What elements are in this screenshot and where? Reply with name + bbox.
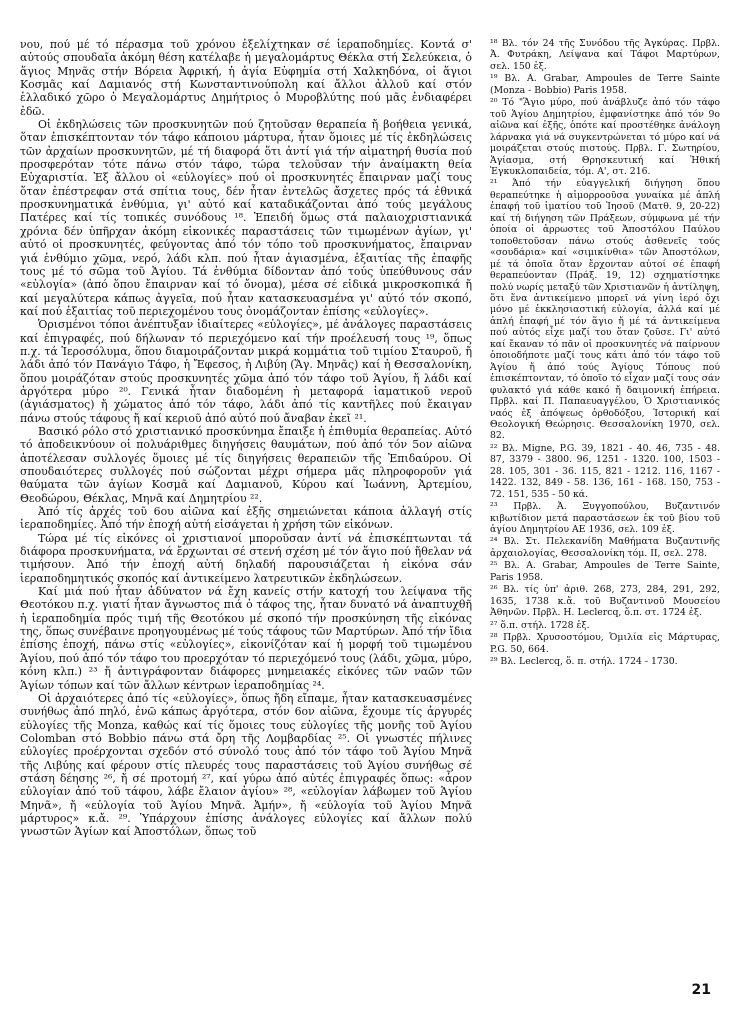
paragraph-3: Ὁρισμένοι τόποι ἀνέπτυξαν ἰδιαίτερες «εὐλογίες», μέ ἀνάλογες παραστάσεις καί ἐπιγραφές, πού δήλωναν τό περιεχόμενο καί τήν προέλευσή τους ¹⁹, ὅπως π.χ. τά Ἱεροσόλυμα, ὅπου διαμοιράζονταν μικρά κομμάτια τοῦ τιμίου Σταυροῦ, ἤ λάδι ἀπό τόν Πανάγιο Τάφο, ἡ Ἔφεσος, ἡ Λιβύη (Ἅγ. Μηνᾶς) καί ἡ Θεσσαλονίκη, ὅπου μοιράζόταν στούς προσκυνητές χῶμα ἀπό τόν τάφο τοῦ Ἁγίου, ἤ λάδι καί ἀργότερα μύρο ²⁰. Γενικά ἦταν διαδομένη ἡ μεταφορά ἰαματικοῦ νεροῦ (ἁγιάσματος) ἤ χώματος ἀπό τόν τάφο, λάδι ἀπό τίς καντῆλες πού ἔκαιγαν πάνω στούς τάφους ἤ καί κεριοῦ ἀπό αὐτό πού ἄναβαν ἐκεῖ ²¹. <box>20 318 472 425</box>
footnote-29: ²⁹ Βλ. Leclercq, ὅ. π. στήλ. 1724 - 1730. <box>490 656 678 668</box>
paragraph-5: Ἀπό τίς ἀρχές τοῦ 6ου αἰῶνα καί ἐξῆς σημειώνεται κάποια ἀλλαγή στίς ἱεραποδημίες. Ἀπό τήν ἐποχή αὐτή εἰσάγεται ἡ χρήση τῶν εἰκόνων. <box>20 505 472 532</box>
footnote-18: ¹⁸ Βλ. τόν 24 τῆς Συνόδου τῆς Ἀγκύρας. Πρβλ. Ἀ. Φυτράκη, Λείψανα καί Τάφοι Μαρτύρων, σελ. 150 ἑξ. <box>490 38 720 72</box>
footnote-22: ²² Βλ. Migne, P.G. 39, 1821 - 40. 46, 735 - 48. 87, 3379 - 3800. 96, 1251 - 1320. 100, 1503 - 28. 105, 301 - 36. 115, 821 - 1212. 116, 1167 - 1422. 132, 849 - 58. 136, 161 - 168. 150, 753 - 72. 151, 535 - 50 κά. <box>490 442 720 500</box>
paragraph-7: Καί μιά πού ἦταν ἀδύνατον νά ἔχη κανείς στήν κατοχή του λείψανα τῆς Θεοτόκου π.χ. γιατί ἦταν ἄγνωστος πιά ὁ τάφος της, ἦταν δυνατό νά ἀναπτυχθῆ ἡ ἱεραποδημία πρός τιμή τῆς Θεοτόκου μέ σκοπό τήν προσκύνηση τῆς εἰκόνας της, ὅπως συνέβαινε προηγουμένως μέ τούς τάφους τῶν Μαρτύρων. Ἀπό τήν ἴδια ἐπίσης ἐποχή, πάνω στίς «εὐλογίες», εἰκονίζόταν καί ἡ μορφή τοῦ τιμωμένου Ἁγίου, πού ἀπό τόν τάφο του προερχόταν τό περιεχόμενό τους (λάδι, χῶμα, μύρο, κόνη κλπ.) ²³ ἤ ἀντιγράφονταν διάφορες μνημειακές εἰκόνες τῶν ναῶν τῶν Ἁγίων τόπων καί τῶν ἄλλων κέντρων ἱεραποδημίας ²⁴. <box>20 585 472 692</box>
footnote-20: ²⁰ Τό "Ἅγιο μύρο, πού ἀνάβλυζε ἀπό τόν τάφο τοῦ Ἁγίου Δημητρίου, ἐμφανίστηκε ἀπό τόν 9ο αἰῶνα καί ἑξῆς, ὁπότε καί προστέθηκε ἀνάλογη λάρνακα γιά νά συγκεντρώνεται τό μύρο καί νά μοιράζεται στούς πιστούς. Πρβλ. Γ. Σωτηρίου, Ἁγίασμα, στή Θρησκευτική καί Ἠθική Ἐγκυκλοπαιδεία, τόμ. Α', στ. 216. <box>490 97 720 177</box>
main-text-column <box>20 38 472 839</box>
page-number: 21 <box>691 982 711 998</box>
footnote-21: ²¹ Ἀπό τήν εὐαγγελική διήγηση ὅπου θεραπεύτηκε ἡ αἱμορροοῦσα γυναίκα μέ ἁπλή ἐπαφή τοῦ ἱματίου τοῦ Ἰησοῦ (Ματθ. 9, 20-22) καί τή διήγηση τῶν Πράξεων, σύμφωνα μέ τήν ὁποία οἱ ἀρρωστες τοῦ Ἀποστόλου Παύλου τοποθετοῦσαν πάνω στούς ἀσθενεῖς τούς «σουδάρια» καί «σιμικίνθια» τῶν Ἀποστόλων, μέ τά ὁποῖα ὅταν ἔρχονταν αὐτοί σέ ἐπαφή θεραπεύονταν (Πράξ. 19, 12) σχηματίστηκε πολύ νωρίς μεταξύ τῶν Χριστιανῶν ἡ ἀντίληψη, ὅτι ἕνα ἀντικείμενο μπορεῖ νά γίνη ἱερό ὄχι μόνο μέ ἐκκλησιαστική εὐλογία, ἀλλά καί μέ ἁπλή ἐπαφή μέ τόν ἅγιο ἤ μέ τά ἀντικείμενα πού αὐτός εἶχε μαζί του ὅταν ζοῦσε. Γι' αὐτό καί ἔκαναν τό πᾶν οἱ προσκυνητές νά παίρνουν ὁποιοδήποτε μαζί τους κάτι ἀπό τόν τάφο τοῦ Ἁγίου ἤ ἀπό τούς Ἁγίους Τόπους πού ἐπισκέπτονταν, τό ὁποῖο τό εἶχαν μαζί τους σάν φυλακτό γιά κάθε κακό ἤ δαιμονική ἐπήρεια. Πρβλ. καί Π. Παπαευαγγέλου, Ὁ Χριστιανικός ναός ἐξ ἀπόψεως ὀρθοδόξου, Ἱστορική καί Θεολογική Θεώρησις. Θεσσαλονίκη 1970, σελ. 82. <box>490 178 720 442</box>
footnote-26: ²⁶ Βλ. τίς ὑπ' ἀριθ. 268, 273, 284, 291, 292, 1635, 1738 κ.ἄ. τοῦ Βυζαντινοῦ Μουσείου Ἀθηνῶν. Πρβλ. Η. Leclercq, ὅ.π. στ. 1724 ἑξ. <box>490 584 720 619</box>
paragraph-1: νου, πού μέ τό πέρασμα τοῦ χρόνου ἐξελίχτηκαν σέ ἱεραποδημίες. Κοντά σ' αὐτούς σπουδαῖα ἀκόμη θέση κατέλαβε ἡ μεγαλομάρτυς Θέκλα στή Σελεύκεια, ὁ ἅγιος Μηνᾶς στήν Βόρεια Ἀφρική, ἡ ἁγία Εὐφημία στή Χαλκηδόνα, οἱ ἅγιοι Κοσμᾶς καί Δαμιανός στή Κωνσταντινούπολη καί ἄλλοι ἀλλοῦ καί στόν ἑλλαδικό χῶρο ὁ Μεγαλομάρτυς Δημήτριος ὁ Μυροβλύτης πού μᾶς ἐνδιαφέρει ἐδῶ. <box>20 38 472 118</box>
footnote-27: ²⁷ ὅ.π. στήλ. 1728 ἑξ. <box>490 619 590 631</box>
footnote-19: ¹⁹ Βλ. A. Grabar, Ampoules de Terre Sainte (Monza - Bobbio) Paris 1958. <box>490 73 720 96</box>
footnotes-column <box>490 38 720 668</box>
footnote-25: ²⁵ Βλ. A. Grabar, Ampoules de Terre Sainte, Paris 1958. <box>490 560 720 583</box>
footnote-24: ²⁴ Βλ. Στ. Πελεκανίδη Μαθήματα Βυζαντινῆς ἀρχαιολογίας, Θεσσαλονίκη τόμ. ΙΙ, σελ. 278. <box>490 536 720 559</box>
paragraph-6: Τώρα μέ τίς εἰκόνες οἱ χριστιανοί μποροῦσαν ἀντί νά ἐπισκέπτωνται τά διάφορα προσκυνήματα, νά ἔρχωνται σέ στενή σχέση μέ τόν ἅγιο πού ἤθελαν νά τιμήσουν. Ἀπό τήν ἐποχή αὐτή δηλαδή παρουσιάζεται ἡ εἰκόνα σάν ἱεραποδημητικός σκοπός καί ἀντικείμενο λατρευτικῶν ἐκδηλώσεων. <box>20 531 472 585</box>
paragraph-4: Βασικό ρόλο στό χριστιανικό προσκύνημα ἔπαιξε ἡ ἐπιθυμία θεραπείας. Αὐτό τό ἀποδεικνύουν οἱ πολυάριθμες διηγήσεις θαυμάτων, πού ἀπό τόν 5ον αἰῶνα ἀποτέλεσαν συλλογές ὅμοιες μέ τίς διηγήσεις θεραπειῶν τῆς Ἐπιδαύρου. Οἱ σπουδαιότερες συλλογές πού σώζονται μέχρι σήμερα μᾶς πληροφοροῦν γιά θαύματα τῶν ἁγίων Κοσμᾶ καί Δαμιανοῦ, Κύρου καί Ἰωάννη, Ἀρτεμίου, Θεοδώρου, Θέκλας, Μηνᾶ καί Δημητρίου ²². <box>20 424 472 505</box>
paragraph-2: Οἱ ἐκδηλώσεις τῶν προσκυνητῶν πού ζητοῦσαν θεραπεία ἤ βοήθεια γενικά, ὅταν ἐπισκέπτονταν τόν τάφο κάποιου μάρτυρα, ἦταν ὅμοιες μέ τίς ἐκδηλώσεις τῶν ἀρχαίων προσκυνητῶν, μέ τή διαφορά ὅτι ἀντί γιά τήν αἱματηρή θυσία πού προσφερόταν τότε πάνω στόν τάφο, τώρα τελοῦσαν τήν ἀναίμακτη θεία Εὐχαριστία. Ἐξ ἄλλου οἱ «εὐλογίες» πού οἱ προσκυνητές ἔπαιρναν μαζί τους ὅταν ἐπέστρεφαν στά σπίτια τους, δέν ἦταν ἐντελῶς ἄσχετες πρός τά ἐθνικά προσκυνηματικά ἐνθύμια, γι' αὐτό καί καταδικάζονται ἀπό τούς μεγάλους Πατέρες καί τίς τοπικές συνόδους ¹⁸. Ἐπειδή ὅμως στά παλαιοχριστιανικά χρόνια δέν ὑπῆρχαν ἀκόμη εἰκονικές παραστάσεις τῶν τιμωμένων ἁγίων, γι' αὐτό οἱ προσκυνητές, φεύγοντας ἀπό τόν τόπο τοῦ προσκυνήματος, ἔπαιρναν γιά ἐνθύμιο χῶμα, νερό, λάδι κλπ. πού ἦταν ἁγιασμένα, ἐξαιτίας τῆς ἐπαφῆς τους μέ τό σῶμα τοῦ Ἁγίου. Τά ἐνθύμια δίδονταν ἀπό τούς ὑπεύθυνους σάν «εὐλογία» (ἀπό ὅπου ἔπαιρναν καί τό ὄνομα), μέσα σέ εἰδικά μικροσκοπικά ἤ καί μεγαλύτερα κάπως ἀγγεῖα, πού ἦταν κατασκευασμένα γι' αὐτό τόν σκοπό, καί πού ἐξαιτίας τοῦ περιεχομένου τους ὀνομάζονταν ἐπίσης «εὐλογίες». <box>20 118 472 318</box>
footnote-28: ²⁸ Πρβλ. Χρυσοστόμου, Ὁμιλία εἰς Μάρτυρας, P.G. 50, 664. <box>490 632 720 655</box>
footnote-23: ²³ Πρβλ. Ἀ. Ξυγγοπούλου, Βυζαντινόν κιβωτίδιον μετά παραστάσεων ἐκ τοῦ βίου τοῦ ἁγίου Δημητρίου ΑΕ 1936, σελ. 109 ἑξ. <box>490 501 720 536</box>
paragraph-8: Οἱ ἀρχαιότερες ἀπό τίς «εὐλογίες», ὅπως ἤδη εἴπαμε, ἦταν κατασκευασμένες συνήθως ἀπό πηλό, ἐνῶ κάπως ἀργότερα, στόν 6ον αἰῶνα, ἔχουμε τίς ἀργυρές εὐλογίες τῆς Monza, καθώς καί τίς ὅμοιες τους εὐλογίες τῆς μονῆς τοῦ Ἁγίου Colomban στό Bobbio πάνω στά ὄρη τῆς Λομβαρδίας ²⁵. Οἱ γνωστές πήλινες εὐλογίες προέρχονται σχεδόν στό σύνολό τους ἀπό τόν τάφο τοῦ Ἁγίου Μηνᾶ τῆς Λιβύης καί φέρουν στίς πλευρές τους παραστάσεις τοῦ Ἁγίου συνήθως σέ στάση δέησης ²⁶, ἤ σέ προτομή ²⁷, καί γύρω ἀπό αὐτές ἐπιγραφές ὅπως: «ἆρον εὐλογίαν ἀπό τοῦ τάφου, λάβε ἔλαιον ἁγίου» ²⁸, «εὐλογίαν λάβωμεν τοῦ Ἁγίου Μηνᾶ», ἤ «εὐλογία τοῦ Ἁγίου Μηνᾶ. Ἀμήν», ἤ «εὐλογία τοῦ Ἁγίου Μηνᾶ μάρτυρος» κ.ἄ. ²⁹. Ὑπάρχουν ἐπίσης ἀνάλογες εὐλογίες καί ἄλλων πολύ γνωστῶν Ἁγίων καί Ἀποστόλων, ὅπως τοῦ <box>20 691 472 839</box>
